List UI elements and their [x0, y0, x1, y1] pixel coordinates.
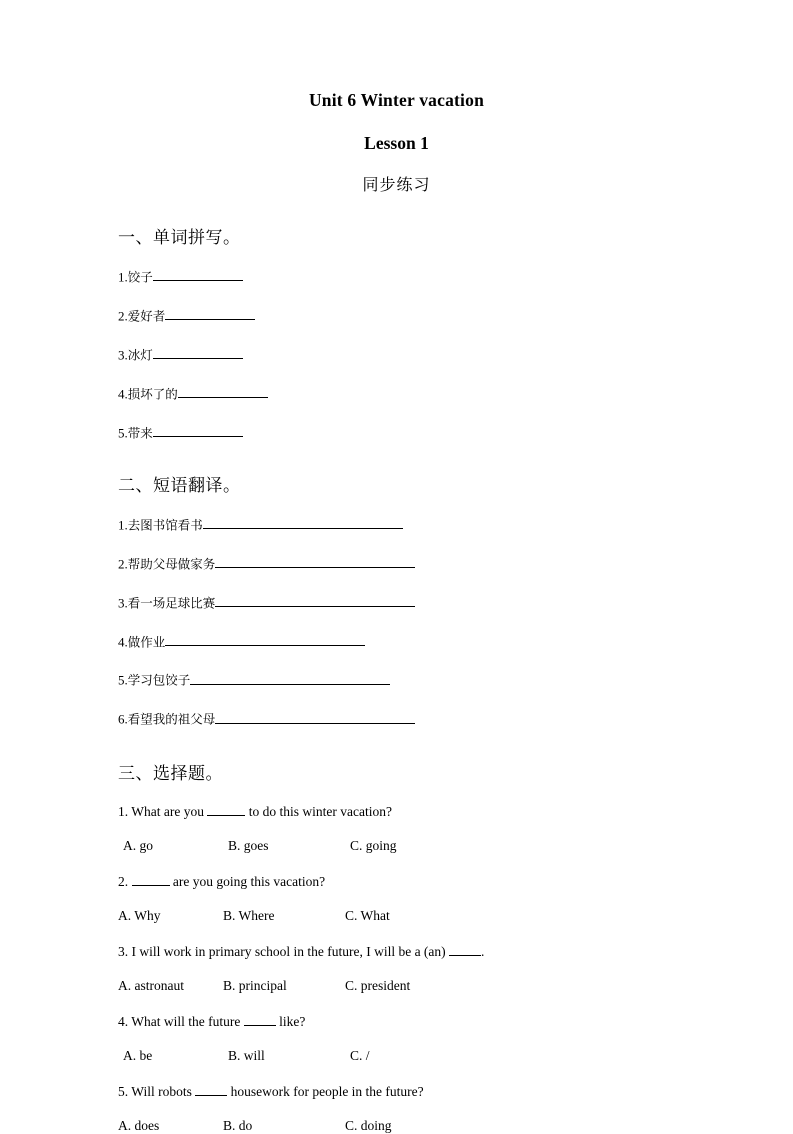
exercise-subtitle: 同步练习	[362, 175, 431, 194]
answer-blank[interactable]	[153, 268, 243, 281]
item-number: 2.	[118, 555, 128, 571]
answer-blank[interactable]	[165, 307, 255, 320]
section-heading-3: 三、选择题。	[118, 764, 223, 785]
item-text: 帮助父母做家务	[127, 555, 216, 571]
list-item	[118, 594, 675, 611]
option-row	[118, 978, 675, 994]
item-number: 1.	[118, 517, 128, 533]
answer-blank[interactable]	[207, 815, 245, 816]
question-text-after: .	[481, 944, 485, 960]
answer-blank[interactable]	[203, 516, 403, 529]
list-item	[118, 268, 675, 285]
question	[118, 804, 675, 820]
list-item	[118, 633, 675, 650]
question-text-after: like?	[275, 1014, 306, 1030]
option-row	[118, 838, 675, 854]
question-text-after: housework for people in the future?	[227, 1084, 424, 1100]
option-a[interactable]: A. be	[123, 1048, 153, 1064]
answer-blank[interactable]	[215, 594, 415, 607]
item-number: 4.	[118, 633, 128, 649]
item-text: 冰灯	[127, 347, 153, 363]
item-text: 带来	[127, 425, 153, 441]
item-number: 1.	[118, 269, 128, 285]
item-text: 看望我的祖父母	[127, 711, 216, 727]
list-item	[118, 385, 675, 402]
question	[118, 944, 675, 960]
item-number: 3.	[118, 594, 128, 610]
option-a[interactable]: A. Why	[118, 908, 161, 924]
answer-blank[interactable]	[195, 1095, 227, 1096]
section-heading-1: 一、单词拼写。	[118, 228, 241, 248]
option-a[interactable]: A. astronaut	[118, 978, 184, 994]
option-b[interactable]: B. Where	[223, 908, 275, 924]
option-row	[118, 1118, 675, 1134]
answer-blank[interactable]	[190, 671, 390, 684]
option-b[interactable]: B. will	[228, 1048, 265, 1064]
option-c[interactable]: C. president	[345, 978, 411, 994]
answer-blank[interactable]	[244, 1025, 276, 1026]
option-c[interactable]: C. What	[345, 908, 390, 924]
option-row	[118, 1048, 675, 1064]
answer-blank[interactable]	[153, 346, 243, 359]
option-a[interactable]: A. does	[118, 1118, 160, 1134]
question-text-before: 4. What will the future	[118, 1014, 244, 1030]
item-text: 饺子	[127, 269, 153, 285]
item-number: 5.	[118, 425, 128, 441]
item-number: 3.	[118, 347, 128, 363]
list-item	[118, 671, 675, 688]
question-text-before: 5. Will robots	[118, 1084, 196, 1100]
page-title: Unit 6 Winter vacation	[308, 90, 485, 110]
option-c[interactable]: C. doing	[345, 1118, 392, 1134]
item-number: 2.	[118, 308, 128, 324]
option-b[interactable]: B. goes	[228, 838, 269, 854]
list-item	[118, 516, 675, 533]
item-text: 损坏了的	[127, 386, 178, 402]
section-heading-2: 二、短语翻译。	[118, 475, 241, 496]
question	[118, 1014, 675, 1030]
item-text: 做作业	[127, 633, 166, 649]
list-item	[118, 307, 675, 324]
list-item	[118, 424, 675, 441]
question-text-after: are you going this vacation?	[169, 874, 326, 890]
question-text-before: 3. I will work in primary school in the future, I will be a (an)	[118, 944, 450, 960]
question-text-before: 1. What are you	[118, 804, 208, 820]
answer-blank[interactable]	[132, 885, 170, 886]
item-text: 学习包饺子	[127, 672, 191, 688]
list-item	[118, 346, 675, 363]
list-item	[118, 555, 675, 572]
option-a[interactable]: A. go	[123, 838, 153, 854]
item-number: 4.	[118, 386, 128, 402]
lesson-subtitle: Lesson 1	[364, 133, 429, 153]
answer-blank[interactable]	[153, 424, 243, 437]
option-row	[118, 908, 675, 924]
item-text: 爱好者	[127, 308, 166, 324]
answer-blank[interactable]	[449, 955, 481, 956]
answer-blank[interactable]	[178, 385, 268, 398]
question	[118, 874, 675, 890]
item-text: 去图书馆看书	[127, 517, 203, 533]
item-number: 6.	[118, 711, 128, 727]
answer-blank[interactable]	[215, 555, 415, 568]
question-text-before: 2.	[118, 874, 132, 890]
option-b[interactable]: B. do	[223, 1118, 253, 1134]
option-c[interactable]: C. /	[350, 1048, 370, 1064]
option-b[interactable]: B. principal	[223, 978, 287, 994]
list-item	[118, 710, 675, 727]
item-text: 看一场足球比赛	[127, 594, 216, 610]
option-c[interactable]: C. going	[350, 838, 397, 854]
answer-blank[interactable]	[215, 710, 415, 723]
question	[118, 1084, 675, 1100]
item-number: 5.	[118, 672, 128, 688]
answer-blank[interactable]	[165, 633, 365, 646]
question-text-after: to do this winter vacation?	[245, 804, 392, 820]
